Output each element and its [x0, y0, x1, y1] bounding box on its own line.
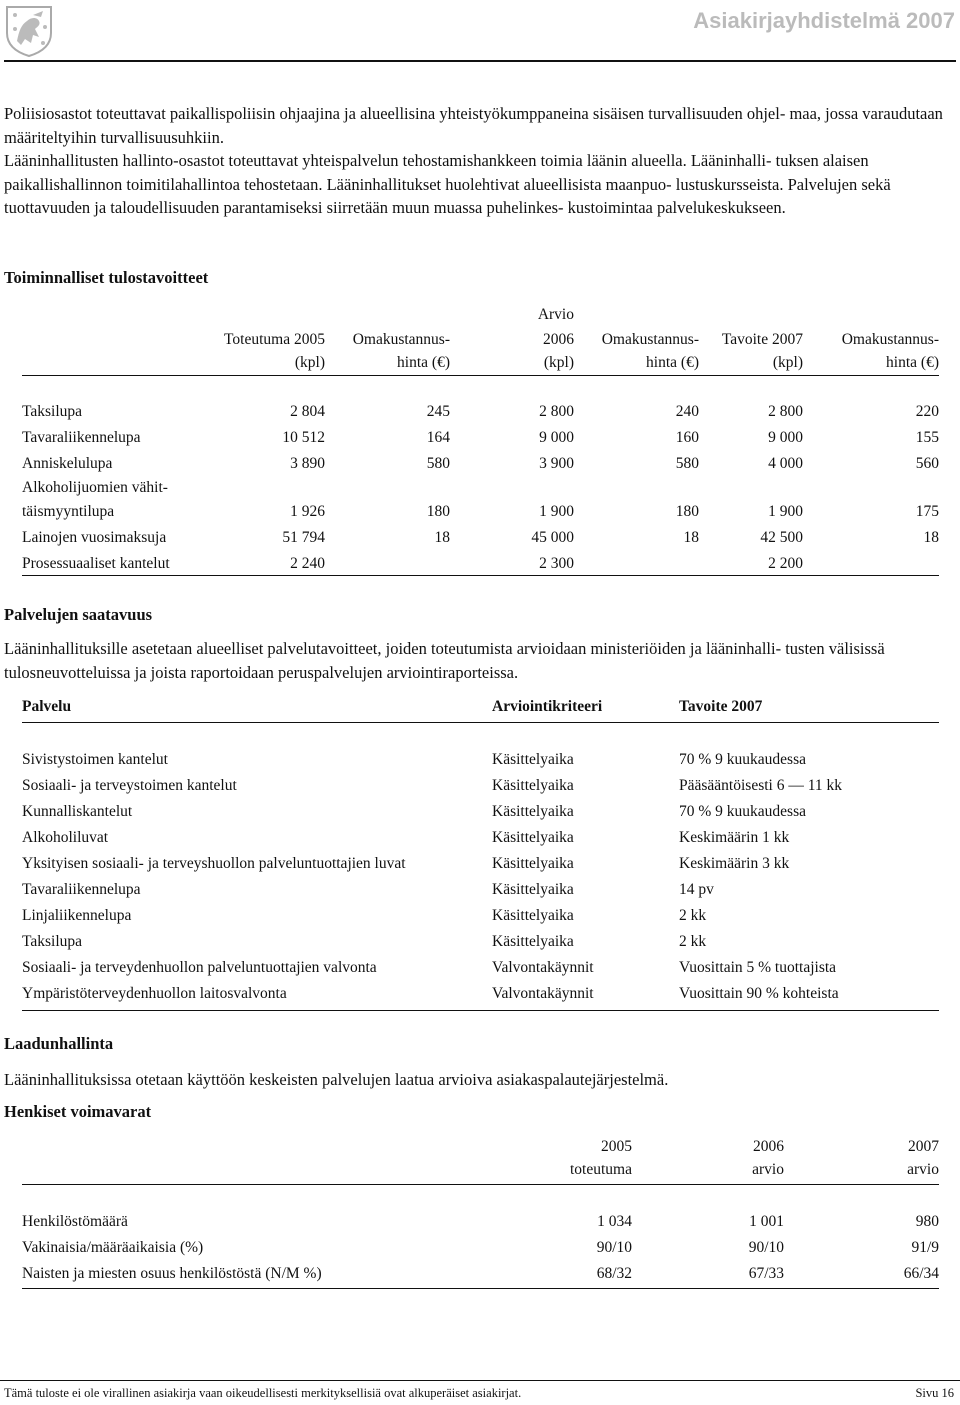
table-row — [22, 799, 939, 825]
header-divider — [4, 60, 956, 62]
cell: Käsittelyaika — [492, 803, 574, 820]
table-row — [22, 747, 939, 773]
saatavuus-table-body — [22, 747, 939, 1007]
cell: 160 — [675, 429, 699, 446]
col-header: (kpl) — [772, 353, 803, 371]
cell: 9 000 — [768, 429, 803, 446]
col-header: hinta (€) — [886, 353, 939, 371]
saatavuus-paragraph: Lääninhallituksille asetetaan alueelliset palvelutavoitteet, joiden toteutumista arvioidaan ministeriöiden ja lääninhalli- tusten välisissä tulosneuvotteluissa ja joista raportoidaan peruspalvelujen arviointiraporteissa. — [4, 639, 885, 682]
cell: Ympäristöterveydenhuollon laitosvalvonta — [22, 985, 287, 1002]
table-row — [22, 851, 939, 877]
cell: Vuosittain 5 % tuottajista — [679, 959, 837, 976]
cell: 4 000 — [768, 455, 803, 472]
cell: 42 500 — [760, 529, 803, 546]
cell: 2 800 — [539, 403, 574, 420]
table-row — [22, 399, 939, 425]
table-bottom-divider — [22, 575, 939, 576]
section-heading-laadunhallinta: Laadunhallinta — [4, 1034, 114, 1053]
cell: 10 512 — [282, 429, 325, 446]
col-header: Tavoite 2007 — [721, 330, 803, 348]
row-label: Taksilupa — [22, 403, 83, 420]
col-header: hinta (€) — [397, 353, 450, 371]
cell: 220 — [915, 403, 939, 420]
row-label: täismyyntilupa — [22, 503, 115, 520]
row-label: Lainojen vuosimaksuja — [22, 529, 167, 546]
table-header-row — [22, 1158, 939, 1181]
table-row — [22, 825, 939, 851]
cell: 18 — [923, 529, 939, 546]
cell: 1 926 — [290, 503, 325, 520]
table-row — [22, 773, 939, 799]
row-label: Vakinaisia/määräaikaisia (%) — [22, 1239, 204, 1256]
table-row — [22, 955, 939, 981]
cell: Valvontakäynnit — [492, 959, 594, 976]
table-row — [22, 1261, 939, 1287]
cell: Sosiaali- ja terveystoimen kantelut — [22, 777, 237, 794]
col-header: 2005 — [601, 1137, 632, 1155]
voimavarat-table-body — [22, 1209, 939, 1287]
cell: Tavaraliikennelupa — [22, 881, 141, 898]
cell: Käsittelyaika — [492, 855, 574, 872]
cell: Valvontakäynnit — [492, 985, 594, 1002]
cell: Sivistystoimen kantelut — [22, 751, 168, 768]
cell — [325, 551, 450, 577]
table-row — [22, 981, 939, 1007]
cell: 90/10 — [596, 1239, 632, 1256]
laadunhallinta-paragraph: Lääninhallituksissa otetaan käyttöön keskeisten palvelujen laatua arvioiva asiakaspalautejärjestelmä. — [4, 1070, 669, 1089]
col-header: Tavoite 2007 — [679, 698, 763, 715]
cell: 51 794 — [282, 529, 325, 546]
table-bottom-divider — [22, 1010, 939, 1011]
cell: 580 — [426, 455, 450, 472]
section-heading-voimavarat: Henkiset voimavarat — [4, 1102, 152, 1121]
col-header: Arviointikriteeri — [492, 698, 603, 715]
tulostavoitteet-table-body — [22, 399, 939, 577]
cell: Kunnalliskantelut — [22, 803, 133, 820]
cell: Käsittelyaika — [492, 881, 574, 898]
table-row — [22, 525, 939, 551]
intro-paragraph-1: Poliisiosastot toteuttavat paikallispoliisin ohjaajina ja alueellisina yhteistyökumppaneina sisäisen turvallisuuden ohjel- maa, jossa varaudutaan määriteltyihin turvallisuusuhkiin. — [4, 104, 943, 147]
cell: 14 pv — [679, 881, 714, 898]
cell: 2 300 — [539, 555, 574, 572]
cell: 70 % 9 kuukaudessa — [679, 751, 806, 768]
saatavuus-text — [4, 637, 956, 684]
col-header: (kpl) — [294, 353, 325, 371]
cell — [574, 551, 699, 577]
table-row — [22, 499, 939, 525]
cell: 1 900 — [768, 503, 803, 520]
cell: Pääsääntöisesti 6 — 11 kk — [679, 777, 843, 794]
document-title: Asiakirjayhdistelmä 2007 — [693, 8, 955, 33]
cell: 9 000 — [539, 429, 574, 446]
cell: 180 — [675, 503, 699, 520]
table-row — [22, 451, 939, 477]
cell: 67/33 — [748, 1265, 784, 1282]
cell: 3 900 — [539, 455, 574, 472]
col-header: Omakustannus- — [841, 330, 939, 348]
cell: 3 890 — [290, 455, 325, 472]
cell: 980 — [915, 1213, 939, 1230]
cell: 90/10 — [748, 1239, 784, 1256]
tulostavoitteet-table — [22, 328, 939, 374]
cell: 1 900 — [539, 503, 574, 520]
footer-disclaimer: Tämä tuloste ei ole virallinen asiakirja vaan oikeudellisesti merkityksellisiä ovat alkuperäiset asiakirjat. — [4, 1386, 522, 1400]
cell: Taksilupa — [22, 933, 83, 950]
cell: 2 kk — [679, 933, 707, 950]
cell: Linjaliikennelupa — [22, 907, 132, 924]
col-header-arvio: Arvio — [537, 306, 574, 323]
cell: 155 — [915, 429, 939, 446]
cell: Käsittelyaika — [492, 829, 574, 846]
cell: 18 — [434, 529, 450, 546]
col-header: 2006 — [753, 1137, 784, 1155]
col-header: 2007 — [908, 1137, 939, 1155]
cell: Keskimäärin 1 kk — [679, 829, 790, 846]
cell: 2 200 — [768, 555, 803, 572]
table-row — [22, 903, 939, 929]
table-header-divider — [22, 375, 939, 376]
laadunhallinta-text — [4, 1068, 956, 1092]
col-header: toteutuma — [570, 1160, 632, 1178]
table-row — [22, 1209, 939, 1235]
cell: 1 034 — [597, 1213, 632, 1230]
cell — [803, 551, 939, 577]
coat-of-arms-lion-icon — [3, 3, 55, 57]
cell: Yksityisen sosiaali- ja terveyshuollon palveluntuottajien luvat — [22, 855, 406, 872]
cell: 175 — [915, 503, 939, 520]
voimavarat-table — [22, 1135, 939, 1181]
col-header: arvio — [907, 1160, 939, 1178]
row-label: Anniskelulupa — [22, 455, 113, 472]
cell: Käsittelyaika — [492, 907, 574, 924]
cell: 2 kk — [679, 907, 707, 924]
col-header: arvio — [752, 1160, 784, 1178]
cell: 70 % 9 kuukaudessa — [679, 803, 806, 820]
cell: 2 240 — [290, 555, 325, 572]
cell: 66/34 — [903, 1265, 939, 1282]
footer-divider — [0, 1380, 960, 1381]
cell: 560 — [915, 455, 939, 472]
cell: Käsittelyaika — [492, 933, 574, 950]
table-header-row — [22, 695, 939, 719]
cell: 180 — [426, 503, 450, 520]
col-header: Toteutuma 2005 — [224, 330, 325, 348]
saatavuus-table — [22, 695, 939, 719]
table-header-divider — [22, 722, 939, 723]
cell: 2 800 — [768, 403, 803, 420]
intro-text — [4, 102, 956, 220]
section-heading-saatavuus: Palvelujen saatavuus — [4, 605, 153, 624]
cell: Alkoholiluvat — [22, 829, 109, 846]
col-header: 2006 — [543, 330, 574, 348]
cell: 91/9 — [911, 1239, 939, 1256]
table-header-divider — [22, 1184, 939, 1185]
col-header: (kpl) — [543, 353, 574, 371]
row-label: Prosessuaaliset kantelut — [22, 555, 170, 572]
cell: 45 000 — [531, 529, 574, 546]
row-label: Henkilöstömäärä — [22, 1213, 128, 1230]
row-label: Naisten ja miesten osuus henkilöstöstä (N/M %) — [22, 1265, 322, 1282]
table-row — [22, 877, 939, 903]
table-row — [22, 477, 939, 499]
intro-paragraph-2: Lääninhallitusten hallinto-osastot toteuttavat yhteispalvelun tehostamishankkeen toimia läänin alueella. Lääninhalli- tuksen alaisen paikallishallinnon toimitilahallintoa tehostetaan. Lääninhallitukset huolehtivat alueellisista maanpuo- lustuskursseista. Palvelujen sekä tuottavuuden ja taloudellisuuden parantamiseksi siirretään muun muassa puhelinkes- kustoimintaa palvelukeskukseen. — [4, 151, 891, 217]
col-header: Omakustannus- — [601, 330, 699, 348]
cell: Vuosittain 90 % kohteista — [679, 985, 839, 1002]
cell: 245 — [426, 403, 450, 420]
table-bottom-divider — [22, 1288, 939, 1289]
table-row — [22, 551, 939, 577]
section-heading-tulostavoitteet: Toiminnalliset tulostavoitteet — [4, 268, 209, 287]
cell: 2 804 — [290, 403, 325, 420]
cell: Sosiaali- ja terveydenhuollon palveluntuottajien valvonta — [22, 959, 377, 976]
table-row — [22, 425, 939, 451]
table-header-row — [22, 1135, 939, 1158]
cell: 580 — [675, 455, 699, 472]
table-header-row — [22, 328, 939, 351]
cell: 68/32 — [596, 1265, 632, 1282]
cell: 18 — [683, 529, 699, 546]
cell: 1 001 — [749, 1213, 784, 1230]
page-number: Sivu 16 — [915, 1386, 954, 1400]
table-header-row — [22, 351, 939, 374]
table-row — [22, 929, 939, 955]
cell: Keskimäärin 3 kk — [679, 855, 790, 872]
table-row — [22, 1235, 939, 1261]
cell: 240 — [675, 403, 699, 420]
cell: 164 — [426, 429, 450, 446]
row-label: Alkoholijuomien vähit- — [22, 479, 168, 496]
cell: Käsittelyaika — [492, 751, 574, 768]
col-header: hinta (€) — [646, 353, 699, 371]
col-header: Omakustannus- — [352, 330, 450, 348]
row-label: Tavaraliikennelupa — [22, 429, 141, 446]
cell: Käsittelyaika — [492, 777, 574, 794]
col-header: Palvelu — [22, 698, 72, 715]
